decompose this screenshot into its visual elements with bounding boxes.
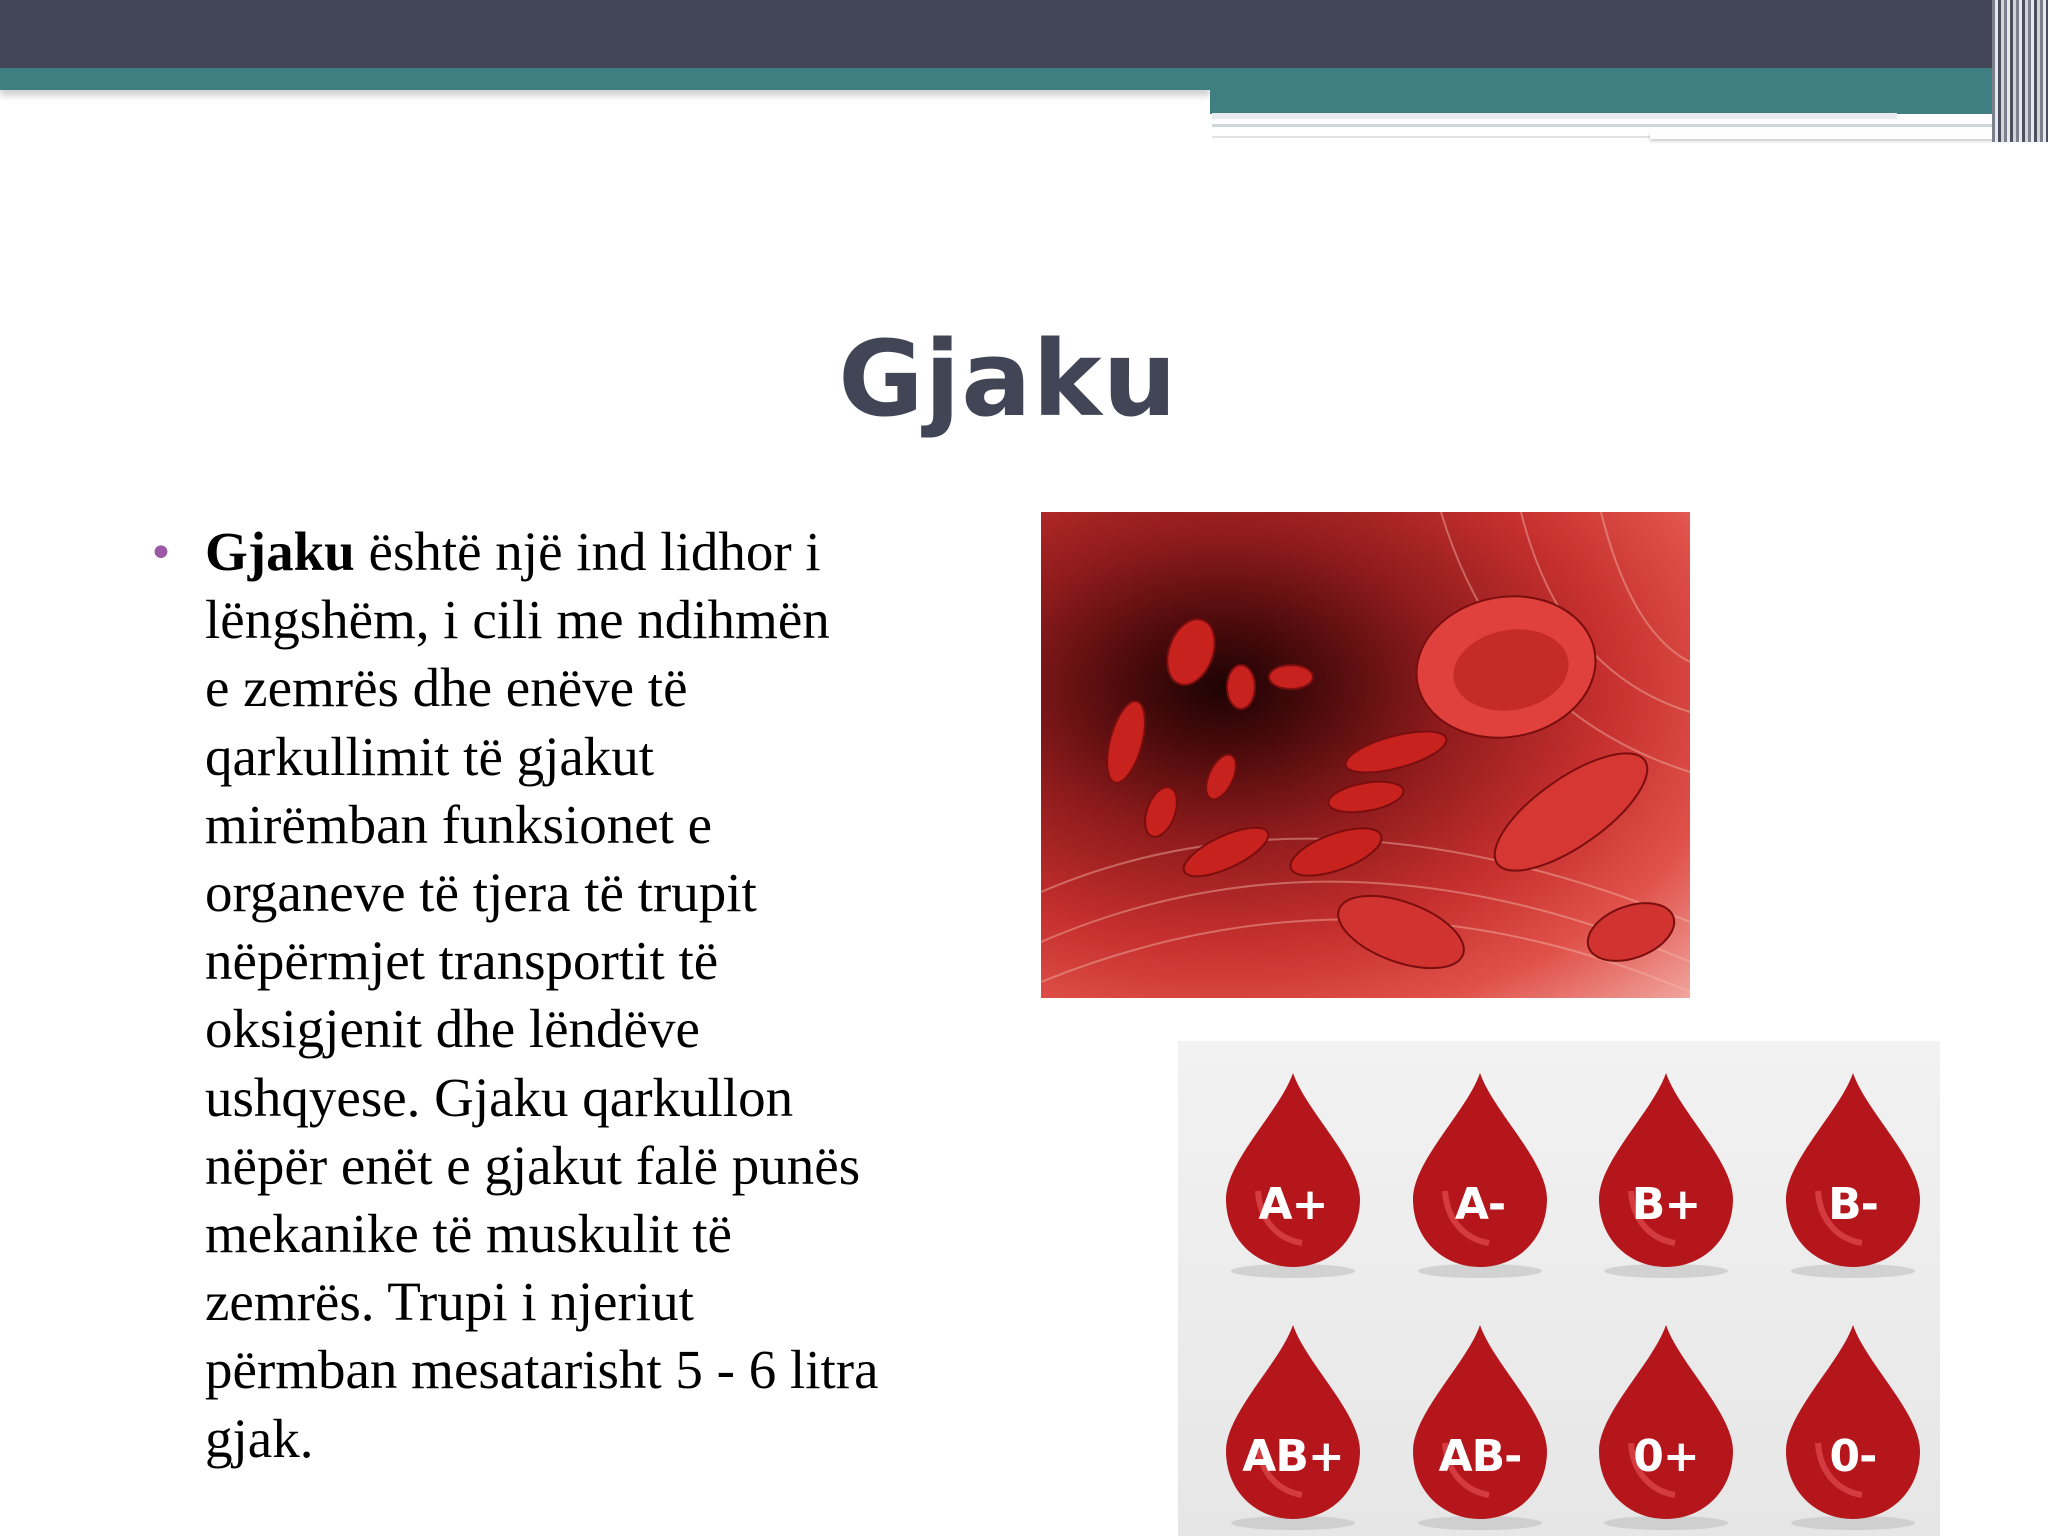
- blood-group-label: AB+: [1242, 1431, 1344, 1482]
- slide-title: Gjaku: [838, 318, 1178, 440]
- bullet-line: nëpër enët e gjakut falë punës: [205, 1134, 861, 1196]
- bullet-line: nëpërmjet transportit të: [205, 930, 719, 992]
- blood-vessel-image: [1041, 512, 1690, 998]
- bold-term: Gjaku: [205, 521, 355, 582]
- blood-drop-icon: [1591, 1323, 1741, 1533]
- blood-group-label: A-: [1454, 1179, 1506, 1230]
- blood-group-label: 0-: [1829, 1431, 1877, 1482]
- blood-drop-icon: [1778, 1323, 1928, 1533]
- blood-drop-icon: [1778, 1071, 1928, 1281]
- header-accent-bar-right: [1210, 68, 2010, 114]
- blood-group-label: B+: [1631, 1179, 1701, 1230]
- blood-group-label: 0+: [1633, 1431, 1699, 1482]
- bullet-text: [205, 518, 1008, 1473]
- bullet-line: gjak.: [205, 1407, 314, 1469]
- blood-group-label: A+: [1258, 1179, 1328, 1230]
- blood-group-label: AB-: [1438, 1431, 1522, 1482]
- bullet-line: lëngshëm, i cili me ndihmën: [205, 589, 830, 651]
- blood-groups-image: [1178, 1041, 1940, 1536]
- blood-group-label: B-: [1828, 1179, 1878, 1230]
- bullet-line: organeve të tjera të trupit: [205, 862, 757, 924]
- bullet-line: Gjaku është një ind lidhor i: [205, 521, 821, 582]
- bullet-line: zemrës. Trupi i njeriut: [205, 1271, 694, 1333]
- header-bar: [0, 0, 2048, 68]
- header-line: [1650, 131, 2010, 139]
- bullet-line: mekanike të muskulit të: [205, 1203, 732, 1265]
- bullet-line: oksigjenit dhe lëndëve: [205, 998, 700, 1060]
- header-accent-bar: [0, 68, 1210, 90]
- blood-drop-icon: [1405, 1071, 1555, 1281]
- bullet-line: ushqyese. Gjaku qarkullon: [205, 1066, 794, 1128]
- bullet-line: qarkullimit të gjakut: [205, 725, 655, 787]
- bullet-icon: •: [148, 528, 174, 579]
- blood-drop-icon: [1591, 1071, 1741, 1281]
- bullet-line: përmban mesatarisht 5 - 6 litra: [205, 1339, 879, 1401]
- header-line: [1212, 113, 1897, 119]
- header-stripes: [1992, 0, 2048, 142]
- blood-drop-icon: [1218, 1323, 1368, 1533]
- blood-drop-icon: [1218, 1071, 1368, 1281]
- blood-cells-illustration: [1041, 512, 1690, 998]
- bullet-line: e zemrës dhe enëve të: [205, 657, 688, 719]
- bullet-list: [148, 518, 1008, 1473]
- blood-drop-icon: [1405, 1323, 1555, 1533]
- bullet-line: mirëmban funksionet e: [205, 793, 713, 855]
